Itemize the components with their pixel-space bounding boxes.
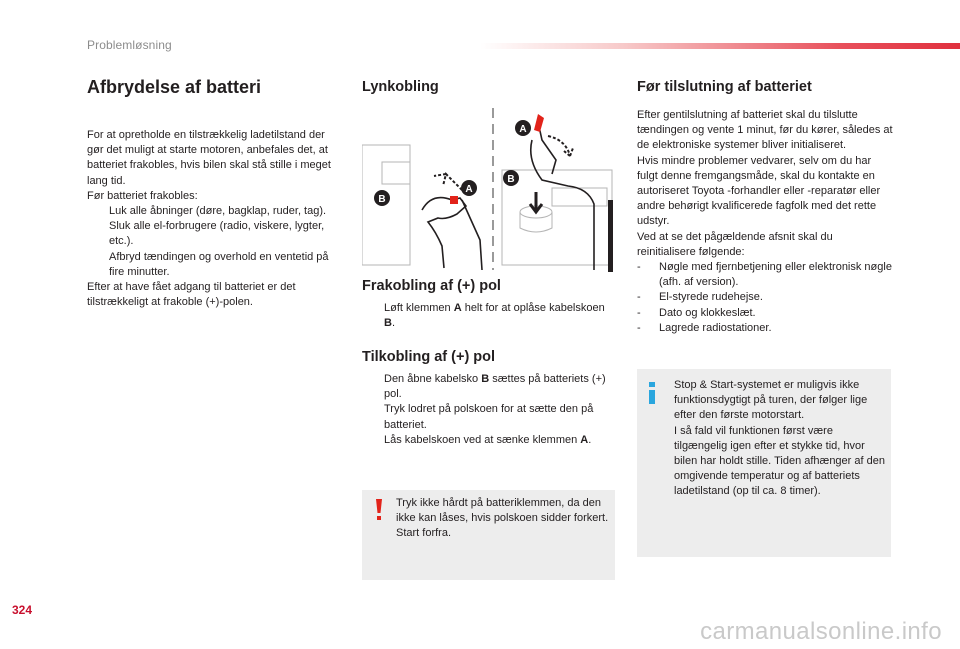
warning-exclamation-icon	[372, 496, 386, 522]
cable-left	[462, 200, 482, 270]
list-item: - El-styrede rudehejse.	[637, 291, 763, 304]
lever-red-right	[534, 114, 544, 132]
label-a-text: A	[519, 124, 527, 135]
header-accent-bar	[480, 43, 960, 49]
battery-outline-left	[362, 145, 410, 265]
clamp-open	[422, 198, 466, 268]
list-item: Afbryd tændingen og overhold en ventetid på fire minutter.	[109, 250, 329, 278]
disconnect-title: Frakobling af (+) pol	[362, 278, 501, 294]
info-box	[637, 369, 891, 557]
column-3-text	[637, 108, 893, 336]
before-label: Før batteriet frakobles:	[87, 189, 198, 202]
paragraph-2: Hvis mindre problemer vedvarer, selv om du har fulgt denne fremgangsmåde, skal du kontakte en autoriseret Toyota -forhandler eller -reparatør eller andre behørigt kvalificerede fagfolk med det rette udstyr.	[637, 154, 881, 228]
warning-text: Tryk ikke hårdt på batteriklemmen, da den ikke kan låses, hvis polskoen sidder forkert. Start forfra.	[396, 497, 609, 540]
arrow-up-icon	[434, 174, 462, 190]
connect-text	[362, 372, 616, 448]
list-item: Løft klemmen A helt for at oplåse kabelskoen B.	[384, 302, 605, 330]
info-icon	[645, 380, 659, 406]
label-b-right	[503, 170, 519, 186]
list-item: - Lagrede radiostationer.	[637, 321, 772, 334]
after-paragraph: Efter at have fået adgang til batteriet er det tilstrækkeligt at frakoble (+)-polen.	[87, 281, 296, 309]
section-title: Afbrydelse af batteri	[87, 77, 262, 97]
arrow-push-icon	[530, 192, 542, 212]
page-number: 324	[12, 603, 33, 617]
list-item: Luk alle åbninger (døre, bagklap, ruder, tag).	[109, 205, 327, 218]
paragraph-1: Efter gentilslutning af batteriet skal du tilslutte tændingen og vente 1 minut, før du kører, således at de elektroniske systemer bliver initialiseret.	[637, 109, 893, 152]
watermark: carmanualsonline.info	[700, 618, 942, 645]
list-item: Sluk alle el-forbrugere (radio, viskere, lygter, etc.).	[109, 220, 325, 248]
label-b-text: B	[507, 174, 515, 185]
disconnect-text	[362, 301, 612, 331]
paragraph-3: Ved at se det pågældende afsnit skal du reinitialisere følgende:	[637, 230, 833, 258]
lever-red-left	[450, 196, 458, 204]
list-item: Lås kabelskoen ved at sænke klemmen A.	[384, 433, 592, 446]
column-1-text	[87, 128, 337, 310]
connect-title: Tilkobling af (+) pol	[362, 349, 496, 365]
battery-cap-left	[382, 162, 410, 184]
info-text: Stop & Start-systemet er muligvis ikke funktionsdygtigt på turen, der følger lige efter den første motorstart. I så fald vil funktionen først være tilgængelig igen efter et stykke tid, hvor bilen har holdt stille. Tiden afhænger af den omgivende temperatur og af batteriets ladetilstand (op til ca. 8 timer).	[674, 379, 885, 498]
list-item: Den åbne kabelsko B sættes på batteriets (+) pol.	[384, 373, 606, 401]
list-item: - Nøgle med fjernbetjening eller elektronisk nøgle (afh. af version).	[637, 261, 892, 289]
lynkobling-title: Lynkobling	[362, 79, 439, 95]
header-section: Problemløsning	[87, 38, 172, 52]
battery-cap-right	[552, 188, 607, 206]
cable-right	[608, 200, 613, 272]
label-b-left	[374, 190, 390, 206]
label-b-text: B	[378, 194, 386, 205]
label-a-left	[461, 180, 477, 196]
intro-paragraph: For at opretholde en tilstrækkelig ladetilstand der gør det muligt at starte motoren, anbefales det, at batteriet frakobles, hvis bilen skal stå stille i meget lang tid.	[87, 129, 331, 187]
list-item: Tryk lodret på polskoen for at sætte den på batteriet.	[384, 403, 594, 431]
warning-box	[362, 490, 615, 580]
lever-shape	[538, 122, 556, 174]
list-item: - Dato og klokkeslæt.	[637, 306, 756, 319]
battery-terminal-illustration	[362, 100, 615, 272]
label-a-text: A	[465, 184, 473, 195]
label-a-right	[515, 120, 531, 136]
before-connect-title: Før tilslutning af batteriet	[637, 79, 812, 95]
terminal-post	[520, 212, 552, 232]
